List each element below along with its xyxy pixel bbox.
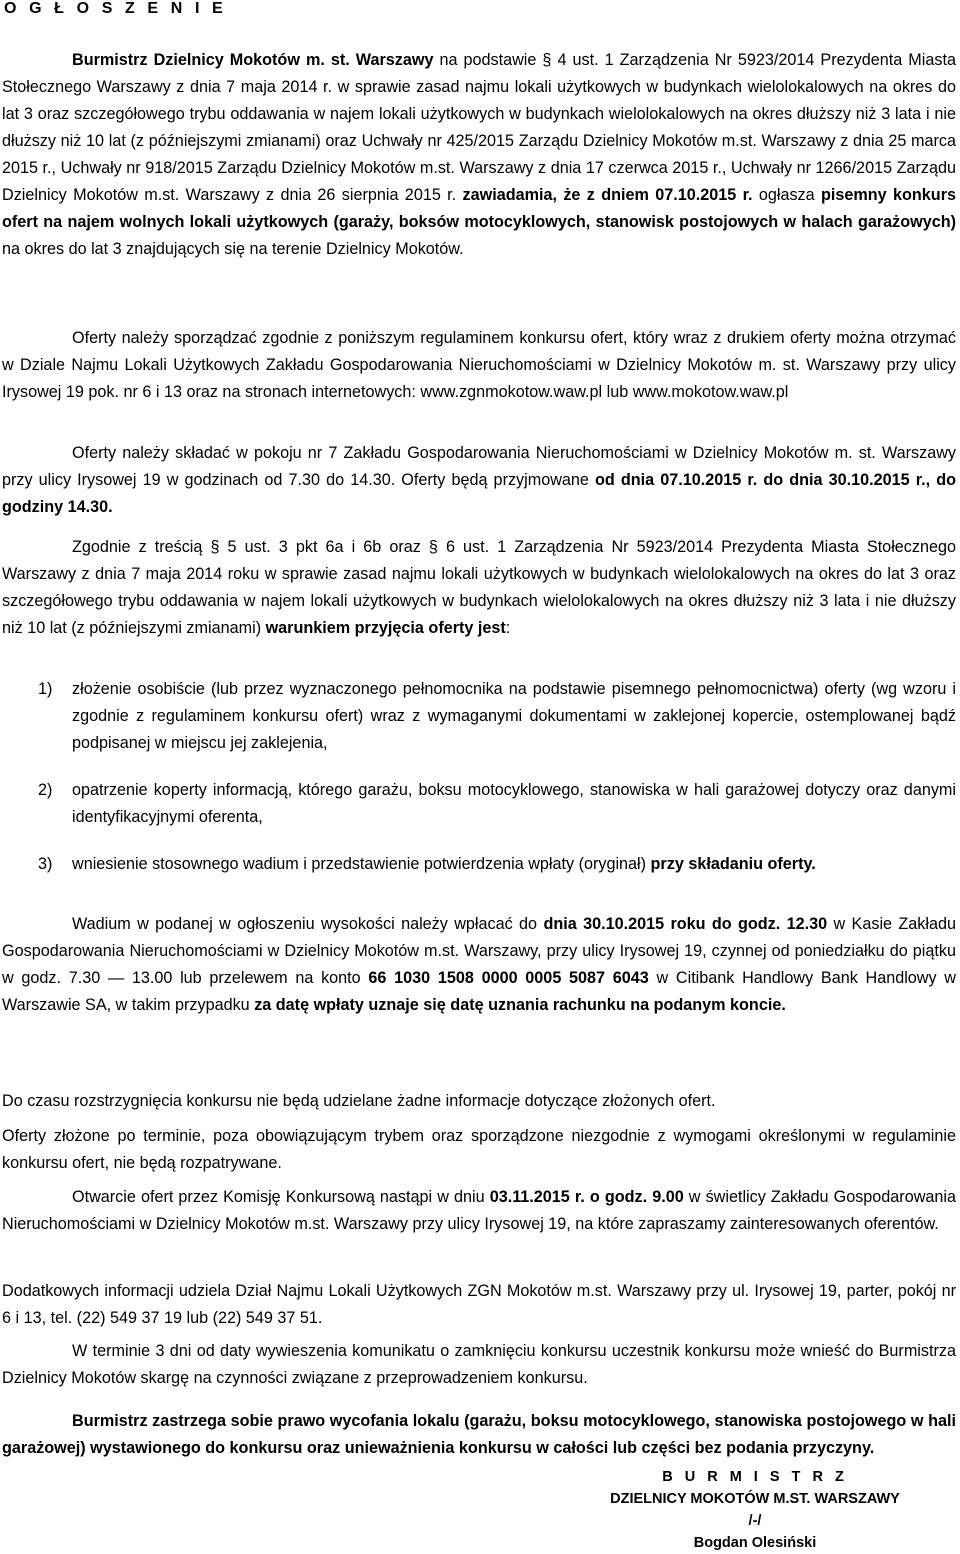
conditions-heading: warunkiem przyjęcia oferty jest <box>265 619 506 637</box>
contest-term-text: na okres do lat 3 znajdujących się na terenie Dzielnicy Mokotów. <box>2 240 464 258</box>
notice-date: zawiadamia, że z dniem 07.10.2015 r. <box>462 186 753 204</box>
signature-office: DZIELNICY MOKOTÓW M.ST. WARSZAWY <box>610 1491 900 1507</box>
signature-name: Bogdan Olesiński <box>693 1535 817 1551</box>
no-information-paragraph: Do czasu rozstrzygnięcia konkursu nie będą udzielane żadne informacje dotyczące złożonych ofert. <box>2 1092 716 1110</box>
list-item <box>2 777 956 831</box>
bank-name-text: w Citibank Handlowy Bank Handlowy w Warszawie SA, w takim przypadku <box>2 969 956 1014</box>
legal-basis-text: na podstawie § 4 ust. 1 Zarządzenia Nr 5923/2014 Prezydenta Miasta Stołecznego Warszawy z dnia 7 maja 2014 r. w sprawie zasad najmu lokali użytkowych w budynkach wielolokalowych na okres do lat 3 oraz szczegółowego trybu oddawania w najem lokali użytkowych w budynkach wielolokalowych na okres dłuższy niż 3 lata i nie dłuższy niż 10 lat (z późniejszymi zmianami) oraz Uchwały nr 425/2015 Zarządu Dzielnicy Mokotów m.st. Warszawy z dnia 25 marca 2015 r., Uchwały nr 918/2015 Zarządu Dzielnicy Mokotów m.st. Warszawy z dnia 17 czerwca 2015 r., Uchwały nr 1266/2015 Zarządu Dzielnicy Mokotów m.st. Warszawy z dnia 26 sierpnia 2015 r. <box>2 51 956 204</box>
list-item-text: wniesienie stosownego wadium i przedstawienie potwierdzenia wpłaty (oryginał) <box>72 855 651 873</box>
conditions-list <box>2 676 956 878</box>
list-item-text: złożenie osobiście (lub przez wyznaczonego pełnomocnika na podstawie pisemnego pełnomocnictwa) oferty (wg wzoru i zgodnie z regulaminem konkursu ofert) wraz z wymaganymi dokumentami w zaklejonej kopercie, ostemplowanej bądź podpisanej w miejscu jej zaklejenia, <box>72 680 956 752</box>
announcement-heading: O G Ł O S Z E N I E <box>4 0 227 17</box>
list-item <box>2 851 956 878</box>
signature-title: B U R M I S T R Z <box>662 1469 848 1485</box>
conditions-colon: : <box>505 619 511 637</box>
list-item-number: 2) <box>38 781 53 799</box>
opening-date: 03.11.2015 r. o godz. 9.00 <box>489 1188 684 1206</box>
bank-account-number: 66 1030 1508 0000 0005 5087 6043 <box>368 969 649 987</box>
payment-date-rule: za datę wpłaty uznaje się datę uznania rachunku na podanym koncie. <box>254 996 786 1014</box>
deposit-text: Wadium w podanej w ogłoszeniu wysokości należy wpłacać do <box>72 915 544 933</box>
announces-text: ogłasza <box>752 186 821 204</box>
opening-place-text: w świetlicy Zakładu Gospodarowania Nieruchomościami w Dzielnicy Mokotów m.st. Warszawy przy ulicy Irysowej 19, na które zapraszamy zainteresowanych oferentów. <box>2 1188 956 1233</box>
late-offers-paragraph: Oferty złożone po terminie, poza obowiązującym trybem oraz sporządzone niezgodnie z wymogami określonymi w regulaminie konkursu ofert, nie będą rozpatrywane. <box>2 1127 956 1172</box>
opening-paragraph <box>2 1184 956 1238</box>
deposit-deadline: dnia 30.10.2015 roku do godz. 12.30 <box>543 915 828 933</box>
list-item-bold-text: przy składaniu oferty. <box>650 855 816 873</box>
conditions-legal-text: Zgodnie z treścią § 5 ust. 3 pkt 6a i 6b oraz § 6 ust. 1 Zarządzenia Nr 5923/2014 Prezydenta Miasta Stołecznego Warszawy z dnia 7 maja 2014 roku w sprawie zasad najmu lokali użytkowych w budynkach wielolokalowych na okres do lat 3 oraz szczegółowego trybu oddawania w najem lokali użytkowych w budynkach wielolokalowych na okres dłuższy niż 3 lata i nie dłuższy niż 10 lat (z późniejszymi zmianami) <box>2 538 956 637</box>
mayor-name: Burmistrz Dzielnicy Mokotów m. st. Warszawy <box>72 51 434 69</box>
offer-preparation-paragraph: Oferty należy sporządzać zgodnie z poniższym regulaminem konkursu ofert, który wraz z drukiem oferty można otrzymać w Dziale Najmu Lokali Użytkowych Zakładu Gospodarowania Nieruchomościami w Dzielnicy Mokotów m. st. Warszawy przy ulicy Irysowej 19 pok. nr 6 i 13 oraz na stronach internetowych: www.zgnmokotow.waw.pl lub www.mokotow.waw.pl <box>2 329 956 401</box>
deposit-cashier-text: w Kasie Zakładu Gospodarowania Nieruchomościami w Dzielnicy Mokotów m.st. Warszawy, przy ulicy Irysowej 19, czynnej od poniedziałku do piątku w godz. 7.30 — 13.00 lub przelewem na konto <box>2 915 956 987</box>
submission-place-text: Oferty należy składać w pokoju nr 7 Zakładu Gospodarowania Nieruchomościami w Dzielnicy Mokotów m. st. Warszawy przy ulicy Irysowej 19 w godzinach od 7.30 do 14.30. Oferty będą przyjmowane <box>2 444 956 489</box>
deposit-paragraph <box>2 911 956 1019</box>
list-item-text: opatrzenie koperty informacją, którego garażu, boksu motocyklowego, stanowiska w hali garażowej dotyczy oraz danymi identyfikacyjnymi oferenta, <box>72 781 956 826</box>
complaint-paragraph: W terminie 3 dni od daty wywieszenia komunikatu o zamknięciu konkursu uczestnik konkursu może wnieść do Burmistrza Dzielnicy Mokotów skargę na czynności związane z przeprowadzeniem konkursu. <box>2 1342 956 1387</box>
contest-subject: pisemny konkurs ofert na najem wolnych lokali użytkowych (garaży, boksów motocyklowych, stanowisk postojowych w halach garażowych) <box>2 186 956 231</box>
intro-paragraph <box>2 47 956 263</box>
offer-submission-paragraph <box>2 440 956 521</box>
list-item-number: 3) <box>38 855 53 873</box>
list-item-number: 1) <box>38 680 53 698</box>
signature-block <box>560 1466 950 1554</box>
conditions-paragraph <box>2 534 956 642</box>
reservation-paragraph: Burmistrz zastrzega sobie prawo wycofania lokalu (garażu, boksu motocyklowego, stanowiska postojowego w hali garażowej) wystawionego do konkursu oraz unieważnienia konkursu w całości lub części bez podania przyczyny. <box>2 1412 956 1457</box>
contact-paragraph: Dodatkowych informacji udziela Dział Najmu Lokali Użytkowych ZGN Mokotów m.st. Warszawy przy ul. Irysowej 19, parter, pokój nr 6 i 13, tel. (22) 549 37 19 lub (22) 549 37 51. <box>2 1282 956 1327</box>
opening-text: Otwarcie ofert przez Komisję Konkursową nastąpi w dniu <box>72 1188 490 1206</box>
signature-mark: /-/ <box>748 1513 762 1529</box>
submission-deadline: od dnia 07.10.2015 r. do dnia 30.10.2015 r., do godziny 14.30. <box>2 471 957 516</box>
list-item <box>2 676 956 757</box>
